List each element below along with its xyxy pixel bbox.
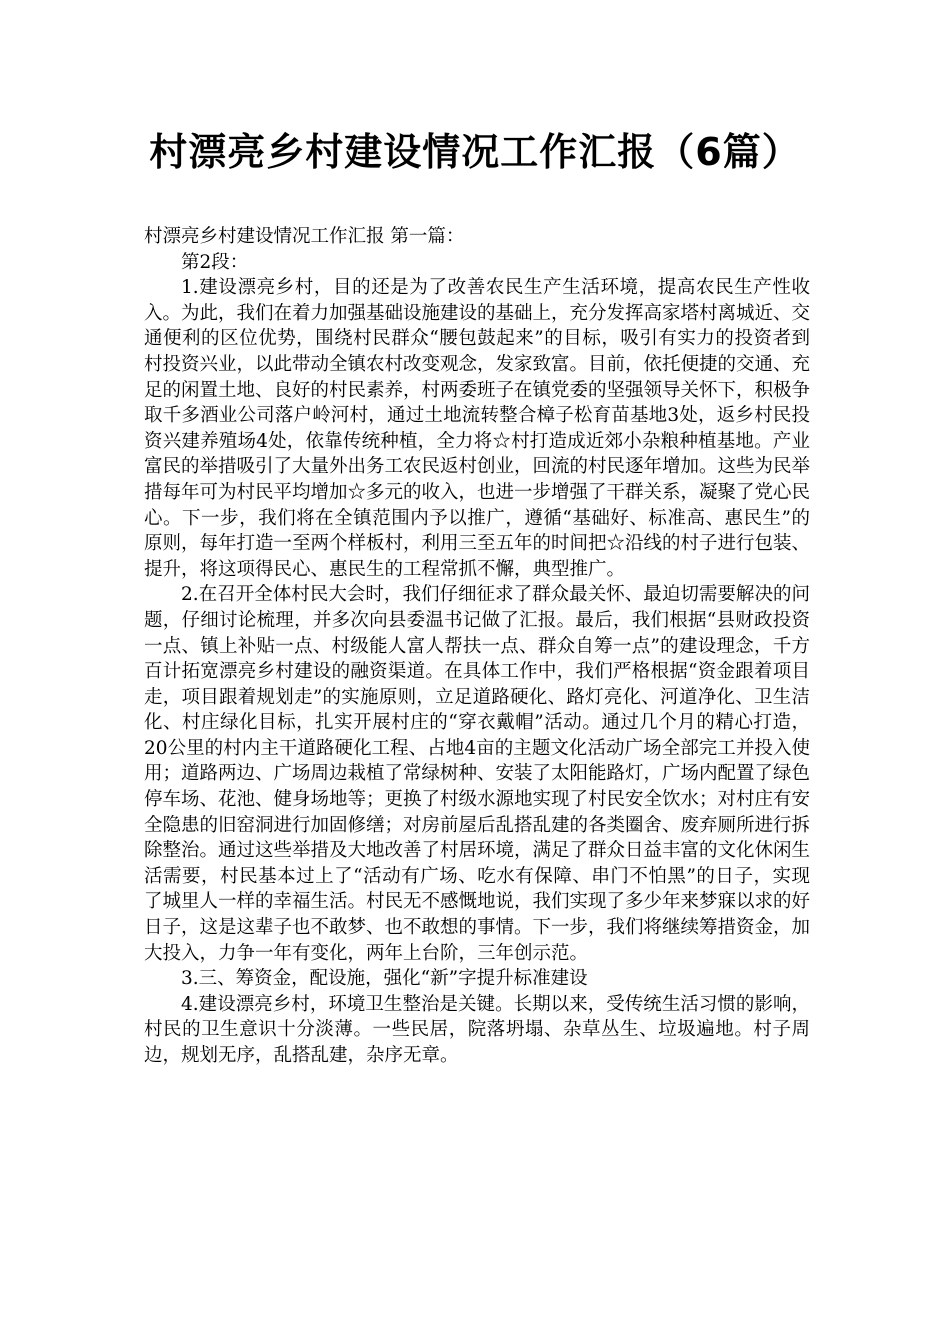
paragraph-2: 2.在召开全体村民大会时，我们仔细征求了群众最关怀、最迫切需要解决的问题，仔细讨论梳理，并多次向县委温书记做了汇报。最后，我们根据“县财政投资一点、镇上补贴一点、村级能人富人帮扶一点、群众自筹一点”的建设理念，千方百计拓宽漂亮乡村建设的融资渠道。在具体工作中，我们严格根据“资金跟着项目走，项目跟着规划走”的实施原则，立足道路硬化、路灯亮化、河道净化、卫生洁化、村庄绿化目标，扎实开展村庄的“穿衣戴帽”活动。通过几个月的精心打造，20公里的村内主干道路硬化工程、占地4亩的主题文化活动广场全部完工并投入使用；道路两边、广场周边栽植了常绿树种、安装了太阳能路灯，广场内配置了绿色停车场、花池、健身场地等；更换了村级水源地实现了村民安全饮水；对村庄有安全隐患的旧窑洞进行加固修缮；对房前屋后乱搭乱建的各类圈舍、废弃厕所进行拆除整治。通过这些举措及大地改善了村居环境，满足了群众日益丰富的文化休闲生活需要，村民基本过上了“活动有广场、吃水有保障、串门不怕黑”的日子，实现了城里人一样的幸福生活。村民无不感慨地说，我们实现了多少年来梦寐以求的好日子，这是这辈子也不敢梦、也不敢想的事情。下一步，我们将继续筹措资金，加大投入，力争一年有变化，两年上台阶，三年创示范。 (144, 584, 811, 964)
section-heading: 村漂亮乡村建设情况工作汇报 第一篇： (144, 226, 465, 247)
paragraph-4: 4.建设漂亮乡村，环境卫生整治是关键。长期以来，受传统生活习惯的影响，村民的卫生意识十分淡薄。一些民居，院落坍塌、杂草丛生、垃圾遍地。村子周边，规划无序，乱搭乱建，杂序无章。 (144, 993, 810, 1066)
document-body (144, 224, 810, 1069)
paragraph-1: 1.建设漂亮乡村，目的还是为了改善农民生产生活环境，提高农民生产性收入。为此，我们在着力加强基础设施建设的基础上，充分发挥高家塔村离城近、交通便利的区位优势，围绕村民群众“腰包鼓起来”的目标，吸引有实力的投资者到村投资兴业，以此带动全镇农村改变观念，发家致富。目前，依托便捷的交通、充足的闲置土地、良好的村民素养，村两委班子在镇党委的坚强领导关怀下，积极争取千多酒业公司落户岭河村，通过土地流转整合樟子松育苗基地3处，返乡村民投资兴建养殖场4处，依靠传统种植，全力将☆村打造成近郊小杂粮种植基地。产业富民的举措吸引了大量外出务工农民返村创业，回流的村民逐年增加。这些为民举措每年可为村民平均增加☆多元的收入，也进一步增强了干群关系，凝聚了党心民心。下一步，我们将在全镇范围内予以推广，遵循“基础好、标准高、惠民生”的原则，每年打造一至两个样板村，利用三至五年的时间把☆沿线的村子进行包装、提升，将这项得民心、惠民生的工程常抓不懈，典型推广。 (144, 277, 811, 580)
paragraph-3: 3.三、筹资金，配设施，强化“新”字提升标准建设 (181, 968, 588, 990)
document-title: 村漂亮乡村建设情况工作汇报（6篇） (149, 130, 801, 174)
section-label: 第2段： (181, 251, 249, 273)
